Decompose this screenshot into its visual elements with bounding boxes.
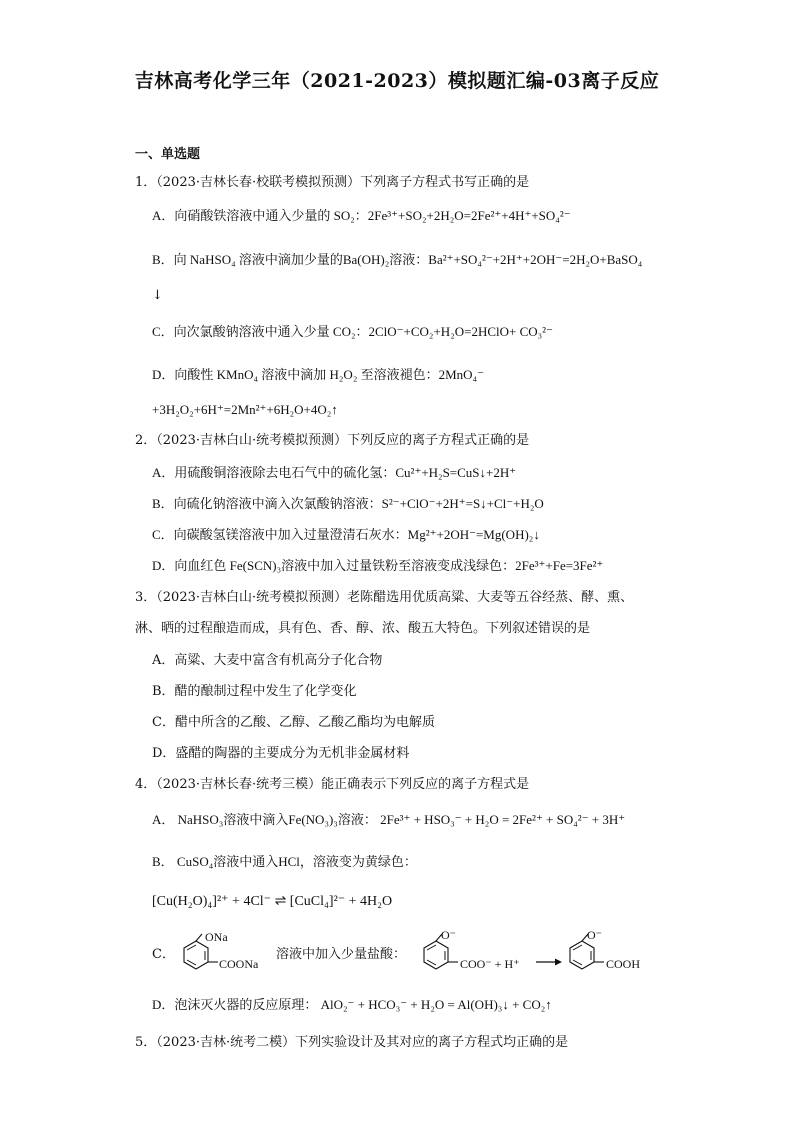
question-1-option-b-line1[interactable]: B．向 NaHSO₄ 溶液中滴加少量的Ba(OH)₂溶液：Ba²⁺+SO₄²⁻+2H⁺+2OH⁻=2H₂O+BaSO₄ xyxy=(152,252,643,267)
question-4-option-d[interactable]: D．泡沫灭火器的反应原理： AlO₂⁻ + HCO₃⁻ + H₂O = Al(OH)₃↓ + CO₂↑ xyxy=(152,997,552,1012)
question-3-stem-line2: 淋、晒的过程酿造而成，具有色、香、醇、浓、酸五大特色。下列叙述错误的是 xyxy=(135,621,591,636)
question-4-option-b-equation: [Cu(H₂O)₄]²⁺ + 4Cl⁻ ⇌ [CuCl₄]²⁻ + 4H₂O xyxy=(152,894,393,909)
question-2-stem: 2．（2023·吉林白山·统考模拟预测）下列反应的离子方程式正确的是 xyxy=(135,433,530,448)
question-4-option-b-line1[interactable]: B． CuSO₄溶液中通入HCl，溶液变为黄绿色： xyxy=(152,854,417,869)
question-2-option-b[interactable]: B．向硫化钠溶液中滴入次氯酸钠溶液：S²⁻+ClO⁻+2H⁺=S↓+Cl⁻+H₂O xyxy=(152,496,544,511)
question-2-option-a[interactable]: A．用硫酸铜溶液除去电石气中的硫化氢：Cu²⁺+H₂S=CuS↓+2H⁺ xyxy=(152,465,517,480)
question-3-stem-line1: 3．（2023·吉林白山·统考模拟预测）老陈醋选用优质高粱、大麦等五谷经蒸、酵、熏、 xyxy=(135,590,634,605)
question-4-option-c-label[interactable]: C． xyxy=(152,947,175,962)
question-3-option-b[interactable]: B．醋的酿制过程中发生了化学变化 xyxy=(152,684,357,699)
question-3-option-a[interactable]: A．高粱、大麦中富含有机高分子化合物 xyxy=(152,653,383,668)
question-1-option-d-line2: +3H₂O₂+6H⁺=2Mn²⁺+6H₂O+4O₂↑ xyxy=(152,402,338,417)
question-2-option-d[interactable]: D．向血红色 Fe(SCN)₃溶液中加入过量铁粉至溶液变成浅绿色：2Fe³⁺+Fe=3Fe²⁺ xyxy=(152,558,604,573)
page-title: 吉林高考化学三年（2021-2023）模拟题汇编-03离子反应 xyxy=(134,70,660,92)
question-1-option-a[interactable]: A．向硝酸铁溶液中通入少量的 SO₂：2Fe³⁺+SO₂+2H₂O=2Fe²⁺+4H⁺+SO₄²⁻ xyxy=(152,208,571,223)
question-4-stem: 4．（2023·吉林长春·统考三模）能正确表示下列反应的离子方程式是 xyxy=(135,777,530,792)
o-minus-label: O⁻ xyxy=(441,928,456,942)
section-heading: 一、单选题 xyxy=(135,147,201,162)
question-1-option-c[interactable]: C．向次氯酸钠溶液中通入少量 CO₂：2ClO⁻+CO₂+H₂O=2HClO+ CO₃²⁻ xyxy=(152,324,553,339)
question-5-stem: 5．（2023·吉林·统考二模）下列实验设计及其对应的离子方程式均正确的是 xyxy=(135,1035,569,1050)
coona-group-label: COONa xyxy=(219,957,259,971)
question-2-option-c[interactable]: C．向碳酸氢镁溶液中加入过量澄清石灰水：Mg²⁺+2OH⁻=Mg(OH)₂↓ xyxy=(152,527,540,542)
ona-group-label: ONa xyxy=(205,930,228,944)
question-1-option-d-line1[interactable]: D．向酸性 KMnO₄ 溶液中滴加 H₂O₂ 至溶液褪色：2MnO₄⁻ xyxy=(152,367,484,382)
question-3-option-d[interactable]: D．盛醋的陶器的主要成分为无机非金属材料 xyxy=(152,746,410,761)
coo-minus-plus-h-label: COO⁻ + H⁺ xyxy=(460,957,520,971)
question-4-option-a[interactable]: A． NaHSO₃溶液中滴入Fe(NO₃)₃溶液： 2Fe³⁺ + HSO₃⁻ + H₂O = 2Fe²⁺ + SO₄²⁻ + 3H⁺ xyxy=(152,812,626,827)
question-1-option-b-line2: ↓ xyxy=(152,288,163,303)
o-minus-label-2: O⁻ xyxy=(587,928,602,942)
question-3-option-c[interactable]: C．醋中所含的乙酸、乙醇、乙酸乙酯均为电解质 xyxy=(152,715,435,730)
question-1-stem: 1．（2023·吉林长春·校联考模拟预测）下列离子方程式书写正确的是 xyxy=(135,175,530,190)
question-4-option-c-text: 溶液中加入少量盐酸： xyxy=(276,947,407,962)
cooh-group-label: COOH xyxy=(606,957,641,971)
